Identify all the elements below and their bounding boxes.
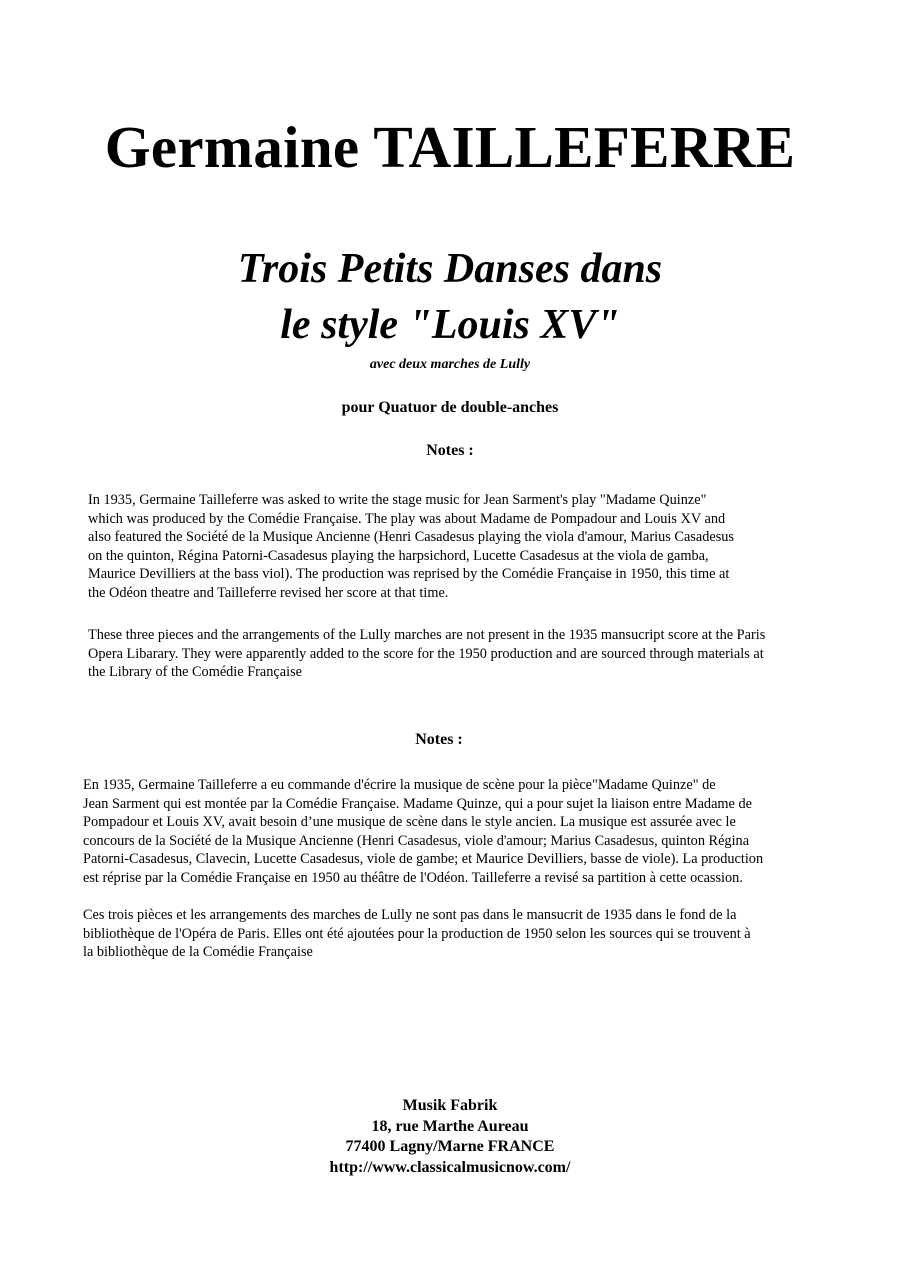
text-line: est réprise par la Comédie Française en 1950 au théâtre de l'Odéon. Tailleferre a revisé sa partition à cette ocassion.: [83, 869, 743, 886]
notes-heading-french: Notes :: [415, 731, 463, 748]
text-line: Jean Sarment qui est montée par la Comédie Française. Madame Quinze, qui a pour sujet la liaison entre Madame de: [83, 795, 752, 812]
text-line: These three pieces and the arrangements of the Lully marches are not present in the 1935 mansucript score at the Paris: [88, 627, 766, 643]
text-line: Ces trois pièces et les arrangements des marches de Lully ne sont pas dans le mansucrit de 1935 dans le fond de la: [83, 907, 737, 923]
notes-heading-english: Notes :: [426, 442, 474, 459]
text-line: concours de la Société de la Musique Ancienne (Henri Casadesus, viole d'amour; Marius Casadesus, quinton Régina: [83, 832, 750, 849]
text-line: which was produced by the Comédie Française. The play was about Madame de Pompadour and Louis XV and: [88, 510, 726, 527]
text-line: bibliothèque de l'Opéra de Paris. Elles ont été ajoutées pour la production de 1950 selon les sources qui se trouvent à: [83, 925, 751, 942]
text-line: the Odéon theatre and Tailleferre revised her score at that time.: [88, 584, 449, 601]
text-line: In 1935, Germaine Tailleferre was asked to write the stage music for Jean Sarment's play "Madame Quinze": [88, 492, 707, 508]
composer-name: Germaine TAILLEFERRE: [104, 114, 796, 180]
text-line: also featured the Société de la Musique Ancienne (Henri Casadesus playing the viola d'amour, Marius Casadesus: [88, 529, 734, 546]
publisher-city: 77400 Lagny/Marne FRANCE: [345, 1138, 555, 1155]
notes-english-paragraph-2: [88, 626, 765, 682]
text-line: on the quinton, Régina Patorni-Casadesus playing the harpsichord, Lucette Casadesus at the viola de gamba,: [88, 547, 709, 564]
text-line: Opera Libarary. They were apparently added to the score for the 1950 production and are sourced through materials at: [88, 645, 764, 662]
notes-english-paragraph-1: [88, 491, 734, 603]
text-line: Maurice Devilliers at the bass viol). The production was reprised by the Comédie Française in 1950, this time at: [88, 566, 730, 583]
text-line: En 1935, Germaine Tailleferre a eu commande d'écrire la musique de scène pour la pièce"Madame Quinze" de: [83, 777, 716, 793]
text-line: the Library of the Comédie Française: [88, 664, 302, 681]
work-title-line-1: Trois Petits Danses dans: [237, 246, 663, 292]
work-subtitle: avec deux marches de Lully: [369, 357, 531, 372]
publisher-street: 18, rue Marthe Aureau: [371, 1117, 529, 1135]
text-line: Patorni-Casadesus, Clavecin, Lucette Casadesus, viole de gambe; et Maurice Devilliers, basse de viole). La production: [83, 851, 764, 868]
text-line: Pompadour et Louis XV, avait besoin d’une musique de scène dans le style ancien. La musique est assurée avec le: [83, 814, 736, 831]
notes-french-paragraph-2: [83, 906, 751, 962]
publisher-url: http://www.classicalmusicnow.com/: [329, 1158, 571, 1176]
instrumentation: pour Quatuor de double-anches: [341, 399, 559, 416]
publisher-name: Musik Fabrik: [402, 1097, 498, 1114]
work-title-line-2: le style "Louis XV": [280, 302, 620, 348]
text-line: la bibliothèque de la Comédie Française: [83, 944, 313, 961]
publisher-block: [0, 1096, 900, 1178]
notes-french-paragraph-1: [83, 776, 763, 888]
